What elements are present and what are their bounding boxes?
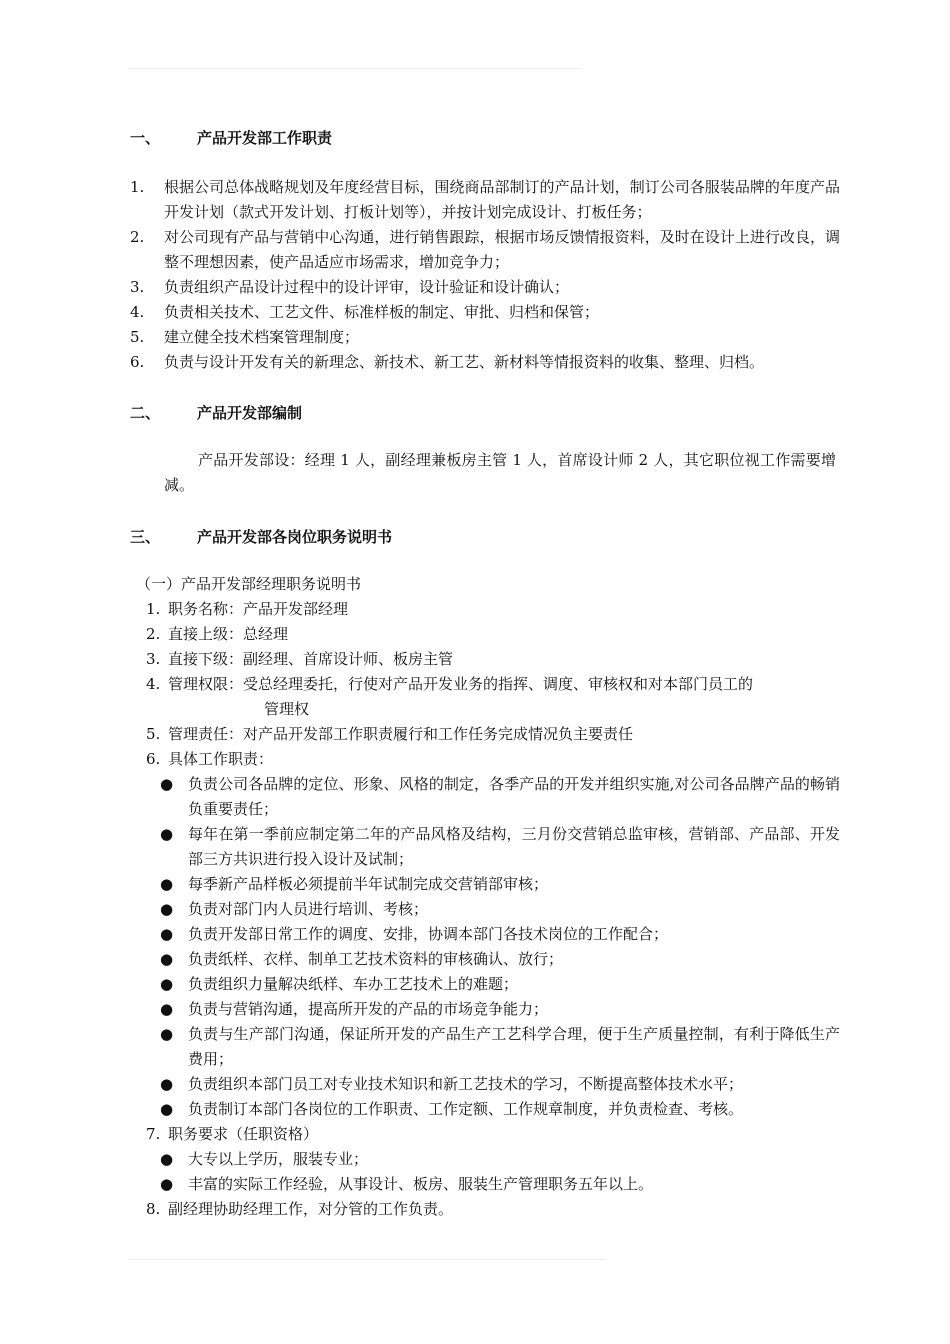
bullet-item: ● 负责与营销沟通，提高所开发的产品的市场竞争能力； xyxy=(160,997,840,1022)
staffing-paragraph: 产品开发部设：经理 1 人，副经理兼板房主管 1 人，首席设计师 2 人，其它职位视工作需要增减。 xyxy=(164,451,836,494)
section-1-list xyxy=(130,175,840,375)
bullet-item: ● 负责组织力量解决纸样、车办工艺技术上的难题； xyxy=(160,972,840,997)
list-item: 1. 职务名称：产品开发部经理 xyxy=(146,600,349,618)
bullet-item: ● 负责公司各品牌的定位、形象、风格的制定，各季产品的开发并组织实施,对公司各品牌产品的畅销负重要责任； xyxy=(160,772,840,822)
header-rule xyxy=(128,68,580,69)
bullet-icon: ● xyxy=(160,775,174,793)
list-item: 3. 直接下级：副经理、首席设计师、板房主管 xyxy=(146,650,454,668)
bullet-icon: ● xyxy=(160,1000,174,1018)
bullet-item: ● 负责制订本部门各岗位的工作职责、工作定额、工作规章制度，并负责检查、考核。 xyxy=(160,1097,840,1122)
section-3-heading xyxy=(130,526,392,547)
footer-rule xyxy=(128,1259,606,1260)
section-2-heading xyxy=(130,402,302,423)
list-item: 2. 直接上级：总经理 xyxy=(146,625,289,643)
section-1-title: 产品开发部工作职责 xyxy=(197,129,333,147)
duties-bullet-list xyxy=(160,772,840,1122)
section-3-title: 产品开发部各岗位职务说明书 xyxy=(197,528,393,546)
manager-details-list xyxy=(146,597,846,772)
list-item: 5. 建立健全技术档案管理制度； xyxy=(130,328,360,346)
bullet-icon: ● xyxy=(160,900,174,918)
deputy-manager-row xyxy=(146,1197,846,1222)
section-2-title: 产品开发部编制 xyxy=(197,404,303,422)
bullet-icon: ● xyxy=(160,875,174,893)
requirements-heading-row xyxy=(146,1122,846,1147)
list-item: 8. 副经理协助经理工作，对分管的工作负责。 xyxy=(146,1200,454,1218)
bullet-item: ● 大专以上学历，服装专业； xyxy=(160,1147,840,1172)
bullet-icon: ● xyxy=(160,1075,174,1093)
bullet-item: ● 每年在第一季前应制定第二年的产品风格及结构，三月份交营销总监审核，营销部、产品部、开发部三方共识进行投入设计及试制； xyxy=(160,822,840,872)
bullet-icon: ● xyxy=(160,950,174,968)
bullet-icon: ● xyxy=(160,1150,174,1168)
section-1-heading xyxy=(130,127,332,148)
bullet-icon: ● xyxy=(160,1100,174,1118)
bullet-icon: ● xyxy=(160,825,174,843)
bullet-item: ● 负责组织本部门员工对专业技术知识和新工艺技术的学习，不断提高整体技术水平； xyxy=(160,1072,840,1097)
list-item: 6. 具体工作职责： xyxy=(146,750,274,768)
bullet-icon: ● xyxy=(160,1175,174,1193)
list-item: 3. 负责组织产品设计过程中的设计评审，设计验证和设计确认； xyxy=(130,278,570,296)
bullet-item: ● 负责开发部日常工作的调度、安排，协调本部门各技术岗位的工作配合； xyxy=(160,922,840,947)
bullet-icon: ● xyxy=(160,975,174,993)
bullet-item: ● 负责对部门内人员进行培训、考核； xyxy=(160,897,840,922)
bullet-item: ● 负责与生产部门沟通，保证所开发的产品生产工艺科学合理，便于生产质量控制，有利于降低生产费用； xyxy=(160,1022,840,1072)
manager-job-description-heading: （一）产品开发部经理职务说明书 xyxy=(136,575,362,593)
list-item: 6. 负责与设计开发有关的新理念、新技术、新工艺、新材料等情报资料的收集、整理、归档。 xyxy=(130,353,765,371)
section-2-number: 二、 xyxy=(130,404,161,422)
bullet-item: ● 丰富的实际工作经验，从事设计、板房、服装生产管理职务五年以上。 xyxy=(160,1172,840,1197)
bullet-item: ● 负责纸样、衣样、制单工艺技术资料的审核确认、放行； xyxy=(160,947,840,972)
bullet-icon: ● xyxy=(160,1025,174,1043)
list-item: 5. 管理责任：对产品开发部工作职责履行和工作任务完成情况负主要责任 xyxy=(146,725,634,743)
list-item: 7. 职务要求（任职资格） xyxy=(146,1125,319,1143)
bullet-item: ● 每季新产品样板必须提前半年试制完成交营销部审核； xyxy=(160,872,840,897)
list-item: 4. 管理权限：受总经理委托，行使对产品开发业务的指挥、调度、审核权和对本部门员工的 管理权 xyxy=(146,675,754,718)
list-item: 1. 根据公司总体战略规划及年度经营目标，围绕商品部制订的产品计划，制订公司各服装品牌的年度产品开发计划（款式开发计划、打板计划等），并按计划完成设计、打板任务； xyxy=(130,178,840,221)
section-3-number: 三、 xyxy=(130,528,161,546)
list-item: 4. 负责相关技术、工艺文件、标准样板的制定、审批、归档和保管； xyxy=(130,303,600,321)
section-1-number: 一、 xyxy=(130,129,161,147)
requirements-bullet-list xyxy=(160,1147,840,1197)
list-item: 2. 对公司现有产品与营销中心沟通，进行销售跟踪，根据市场反馈情报资料，及时在设计上进行改良，调整不理想因素，使产品适应市场需求，增加竞争力； xyxy=(130,228,840,271)
bullet-icon: ● xyxy=(160,925,174,943)
